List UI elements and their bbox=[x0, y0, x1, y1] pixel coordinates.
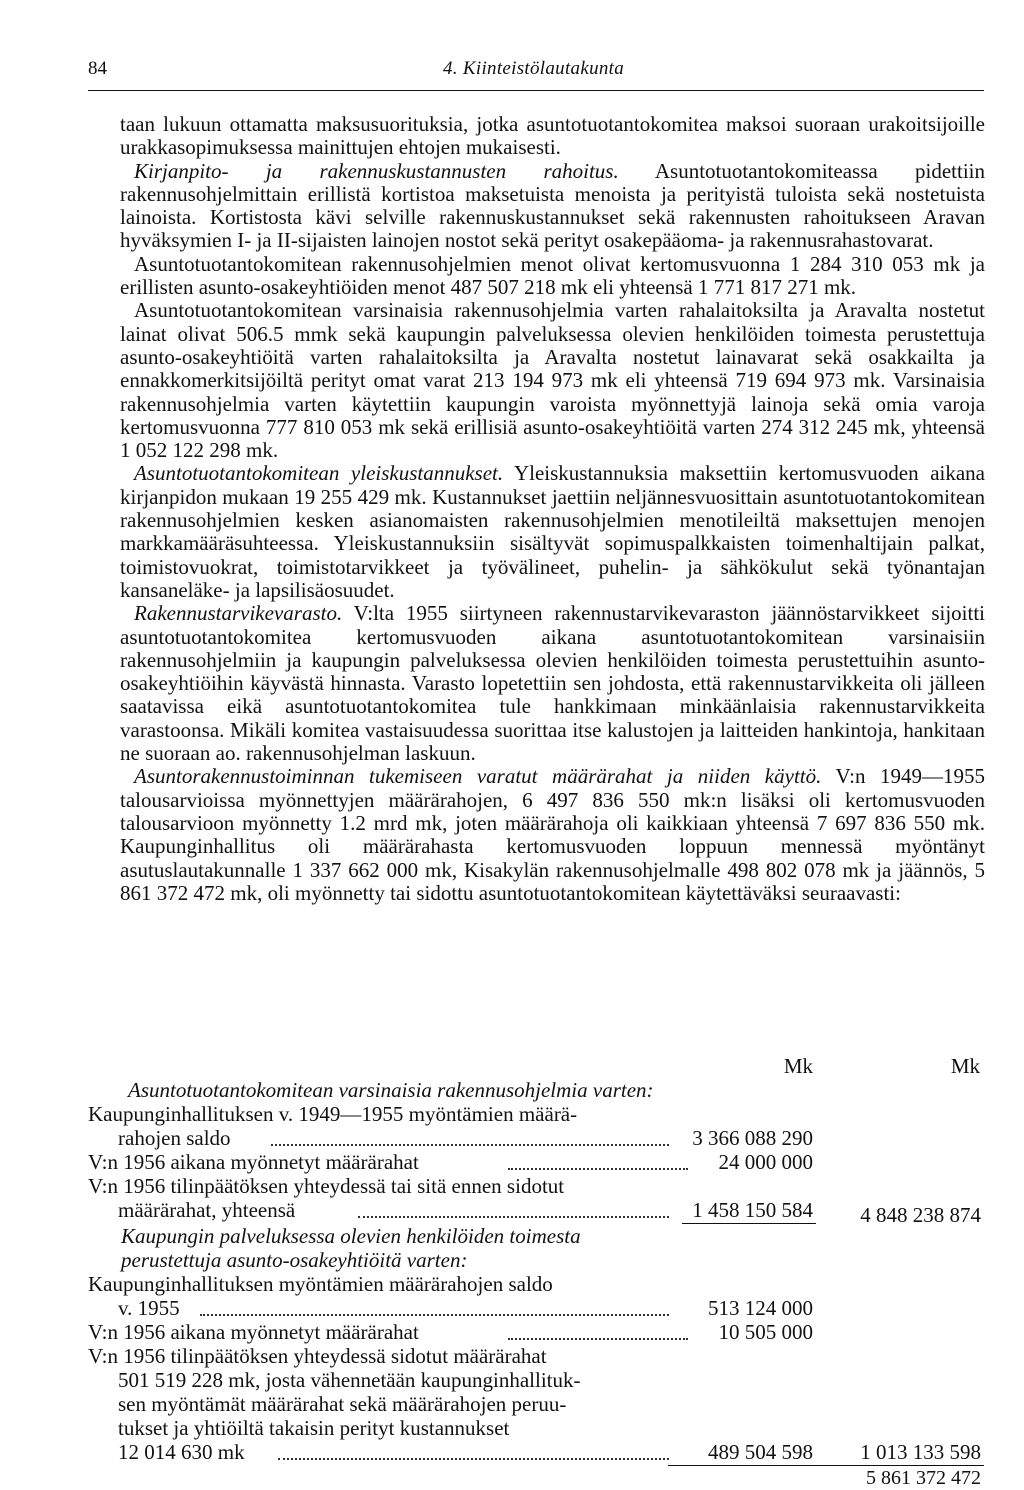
s1-row-3-text-a: V:n 1956 tilinpäätöksen yhteydessä tai sitä ennen sidotut bbox=[88, 1174, 565, 1198]
paragraph-5 bbox=[120, 462, 985, 602]
s1-row-3-amount: 1 458 150 584 bbox=[692, 1198, 813, 1222]
paragraph-1: taan lukuun ottamatta maksusuorituksia, jotka asuntotuotantokomitea maksoi suoraan urakoitsijoille urakkasopimuksessa mainittujen ehtojen mukaisesti. bbox=[120, 112, 985, 160]
s2-row-3-text-d: tukset ja yhtiöiltä takaisin perityt kustannukset bbox=[118, 1416, 510, 1440]
paragraph-7-heading: Asuntorakennustoiminnan tukemiseen varatut määrärahat ja niiden käyttö. bbox=[134, 764, 822, 789]
s1-row-2-text: V:n 1956 aikana myönnetyt määrärahat bbox=[88, 1150, 419, 1174]
s2-row-3-text-b: 501 519 228 mk, josta vähennetään kaupunginhallituk- bbox=[118, 1368, 581, 1392]
grand-total-rule bbox=[668, 1465, 984, 1466]
leader-dots bbox=[200, 1314, 669, 1316]
paragraph-6-text: V:lta 1955 siirtyneen rakennustarvikevaraston jäännöstarvikkeet sijoitti asuntotuotantokomitea kertomusvuoden aikana asuntotuotantokomitean varsinaisiin rakennusohjelmiin ja kaupungin palveluksessa olevien henkilöiden toimesta perustettuihin asunto-osakeyhtiöihin käyvästä hinnasta. Varasto lopetettiin sen johdosta, että rakennustarvikkeita oli jälleen saatavissa eikä asuntotuotantokomitea tule hankkimaan minkäänlaisia rakennustarvikkeita varastoonsa. Mikäli komitea vastaisuudessa suorittaa itse kalustojen ja laitteiden hankintoja, hankitaan ne suoraan ao. rakennusohjelman laskuun. bbox=[120, 601, 985, 766]
s1-row-1-amount: 3 366 088 290 bbox=[692, 1126, 813, 1150]
paragraph-2-heading: Kirjanpito- ja rakennuskustannusten rahoitus. bbox=[134, 158, 619, 183]
paragraph-6-heading: Rakennustarvikevarasto. bbox=[134, 601, 343, 626]
allocation-ledger bbox=[88, 1052, 984, 1472]
s2-row-1-amount: 513 124 000 bbox=[708, 1296, 813, 1320]
s2-row-3-text-c: sen myöntämät määrärahat sekä määrärahojen peruu- bbox=[118, 1392, 567, 1416]
body-text bbox=[120, 113, 985, 905]
running-title: 4. Kiinteistölautakunta bbox=[443, 58, 625, 79]
header-rule bbox=[88, 90, 984, 91]
s1-row-3-text-b: määrärahat, yhteensä bbox=[118, 1198, 296, 1222]
paragraph-2 bbox=[120, 160, 985, 253]
section-2-heading-b: perustettuja asunto-osakeyhtiöitä varten: bbox=[121, 1248, 468, 1272]
s1-row-2-amount: 24 000 000 bbox=[718, 1150, 813, 1174]
grand-total: 5 861 372 472 bbox=[866, 1467, 981, 1489]
s2-row-2-amount: 10 505 000 bbox=[718, 1320, 813, 1344]
leader-dots bbox=[508, 1338, 688, 1340]
section-2-heading-a: Kaupungin palveluksessa olevien henkilöiden toimesta bbox=[121, 1224, 581, 1248]
s2-row-3-text-e: 12 014 630 mk bbox=[118, 1440, 245, 1464]
page-number: 84 bbox=[88, 58, 107, 79]
section-1-heading: Asuntotuotantokomitean varsinaisia rakennusohjelmia varten: bbox=[128, 1078, 654, 1102]
paragraph-2-text: Asuntotuotantokomiteassa pidettiin rakennusohjelmittain erillistä kortistoa maksetuista menoista ja perityistä tuloista sekä nostetuista lainoista. Kortistosta kävi selville rakennuskustannukset sekä rakennusten rahoitukseen Aravan hyväksymien I- ja II-sijaisten lainojen nostot sekä perityt osakepääoma- ja rakennusrahastovarat. bbox=[120, 158, 985, 253]
s2-row-1-text-b: v. 1955 bbox=[118, 1296, 180, 1320]
paragraph-6 bbox=[120, 602, 985, 765]
leader-dots bbox=[358, 1216, 669, 1218]
subtotal-rule bbox=[682, 1223, 816, 1224]
leader-dots bbox=[278, 1458, 669, 1460]
s1-row-1-text-a: Kaupunginhallituksen v. 1949—1955 myöntämien määrä- bbox=[88, 1102, 578, 1126]
column-2-unit: Mk bbox=[950, 1054, 980, 1078]
s2-row-3-text-a: V:n 1956 tilinpäätöksen yhteydessä sidotut määrärahat bbox=[88, 1344, 547, 1368]
page-header bbox=[88, 58, 984, 88]
paragraph-4: Asuntotuotantokomitean varsinaisia rakennusohjelmia varten rahalaitoksilta ja Aravalta nostetut lainat olivat 506.5 mmk sekä kaupungin palveluksessa olevien henkilöiden toimesta perustettuja asunto-osakeyhtiöitä varten rahalaitoksilta ja Aravalta nostetut lainavarat sekä osakkailta ja ennakkomerkitsijöiltä perityt omat varat 213 194 973 mk eli yhteensä 719 694 973 mk. Varsinaisia rakennusohjelmia varten käytettiin kaupungin varoista myönnettyjä lainoja sekä omia varoja kertomusvuonna 777 810 053 mk sekä erillisiä asunto-osakeyhtiöitä varten 274 312 245 mk, yhteensä 1 052 122 298 mk. bbox=[120, 298, 985, 463]
paragraph-7-text: V:n 1949—1955 talousarvioissa myönnettyjen määrärahojen, 6 497 836 550 mk:n lisäksi oli kertomusvuoden talousarvioon myönnetty 1.2 mrd mk, joten määrärahoja oli kaikkiaan yhteensä 7 697 836 550 mk. Kaupunginhallitus oli määrärahasta kertomusvuoden loppuun mennessä myöntänyt asutuslautakunnalle 1 337 662 000 mk, Kisakylän rakennusohjelmalle 498 802 078 mk ja jäännös, 5 861 372 472 mk, oli myönnetty tai sidottu asuntotuotantokomitean käytettäväksi seuraavasti: bbox=[120, 764, 986, 905]
paragraph-7 bbox=[120, 765, 985, 905]
section-1-total: 4 848 238 874 bbox=[860, 1203, 981, 1227]
s1-row-1-text-b: rahojen saldo bbox=[118, 1126, 231, 1150]
paragraph-5-text: Yleiskustannuksia maksettiin kertomusvuoden aikana kirjanpidon mukaan 19 255 429 mk. Kustannukset jaettiin neljännesvuosittain asuntotuotantokomitean rakennusohjelmien kesken asianomaisten rakennusohjelmien menotileiltä maksettujen menojen markkamääräsuhteessa. Yleiskustannuksiin sisältyvät sopimuspalkkaisten toimenhaltijain palkat, toimistovuokrat, toimistotarvikkeet ja työvälineet, puhelin- ja sähkökulut sekä työnantajan kansaneläke- ja lapsilisäosuudet. bbox=[120, 461, 985, 602]
leader-dots bbox=[271, 1144, 669, 1146]
paragraph-3: Asuntotuotantokomitean rakennusohjelmien menot olivat kertomusvuonna 1 284 310 053 mk ja erillisten asunto-osakeyhtiöiden menot 487 507 218 mk eli yhteensä 1 771 817 271 mk. bbox=[120, 251, 985, 300]
section-2-total: 1 013 133 598 bbox=[860, 1440, 981, 1464]
s2-row-2-text: V:n 1956 aikana myönnetyt määrärahat bbox=[88, 1320, 419, 1344]
paragraph-5-heading: Asuntotuotantokomitean yleiskustannukset. bbox=[134, 461, 504, 486]
s2-row-3-amount: 489 504 598 bbox=[708, 1440, 813, 1464]
column-1-unit: Mk bbox=[783, 1054, 813, 1078]
leader-dots bbox=[508, 1168, 688, 1170]
s2-row-1-text-a: Kaupunginhallituksen myöntämien määrärahojen saldo bbox=[88, 1272, 553, 1296]
